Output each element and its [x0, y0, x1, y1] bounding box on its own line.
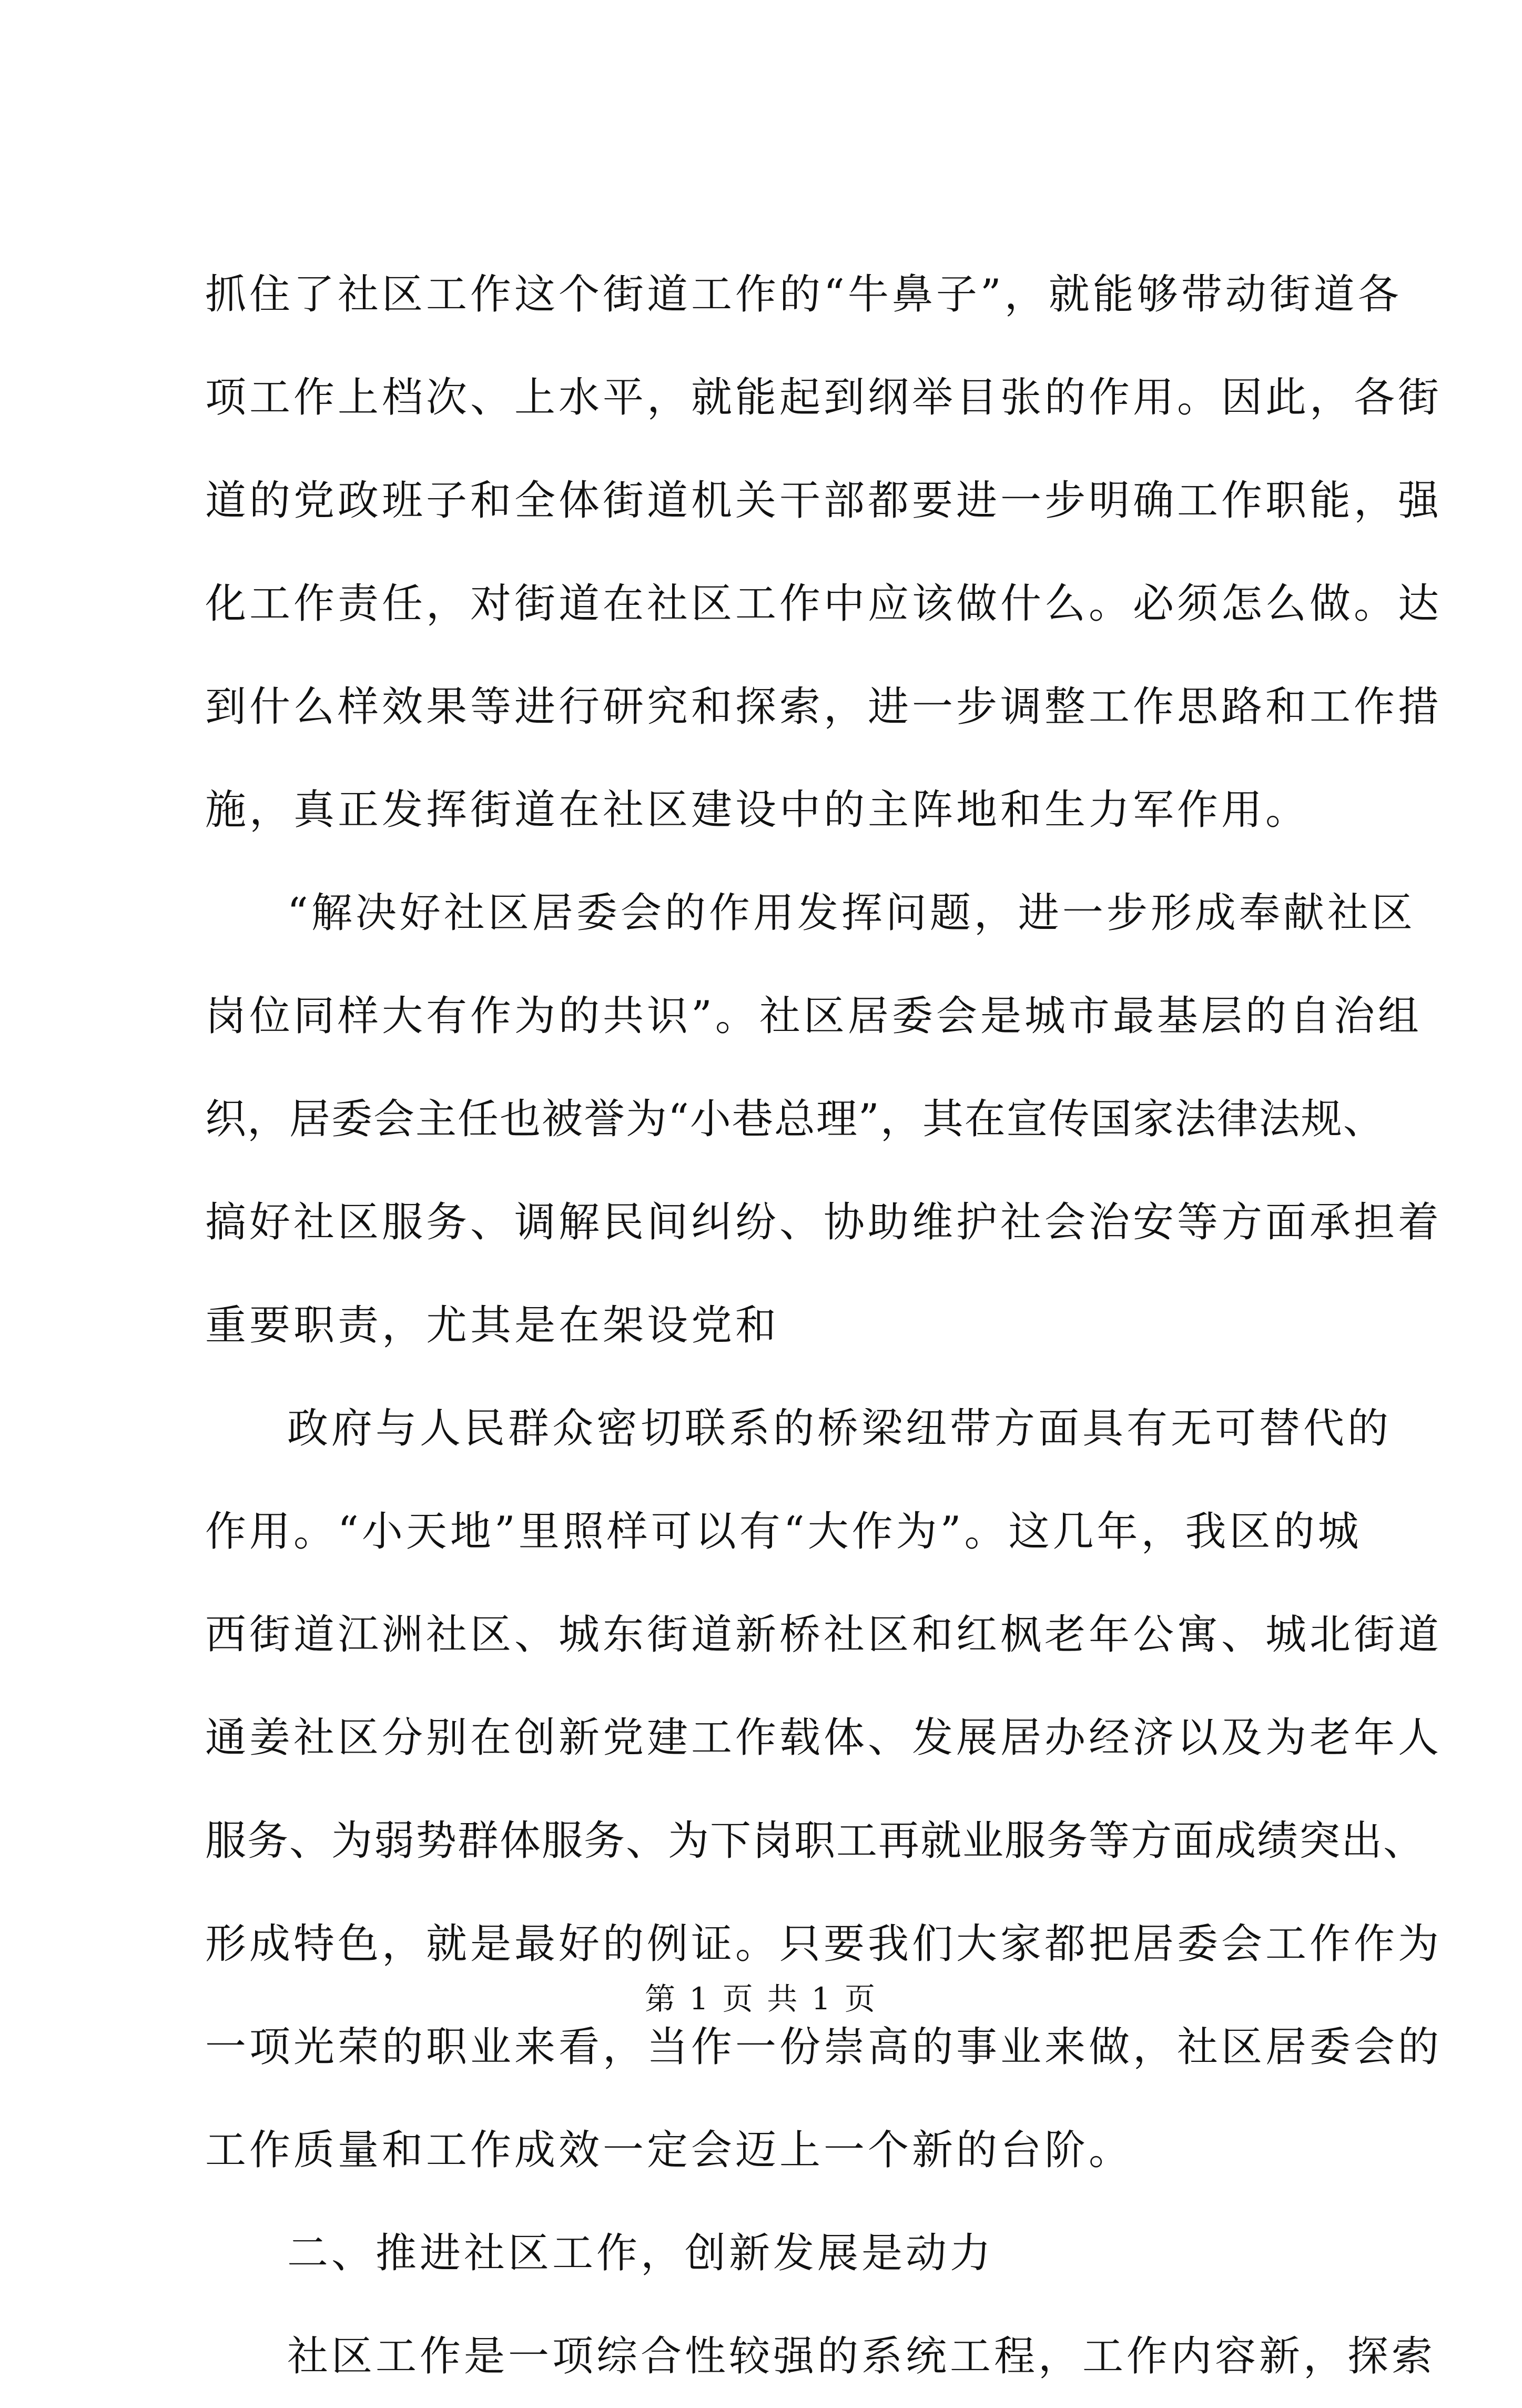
text-line: 岗位同样大有作为的共识”。社区居委会是城市最基层的自治组: [205, 993, 1422, 1040]
text-line: 形成特色，就是最好的例证。只要我们大家都把居委会工作作为: [205, 1920, 1443, 1968]
page-footer: 第 1 页 共 1 页: [645, 1981, 877, 2017]
paragraph-start-line: “解决好社区居委会的作用发挥问题，进一步形成奉献社区: [287, 889, 1416, 937]
text-line: 织，居委会主任也被誉为“小巷总理”，其在宣传国家法律法规、: [205, 1096, 1385, 1143]
paragraph-start-line: 社区工作是一项综合性较强的系统工程，工作内容新，探索: [287, 2333, 1436, 2380]
text-line: 服务、为弱势群体服务、为下岗职工再就业服务等方面成绩突出、: [205, 1817, 1426, 1865]
text-line: 重要职责，尤其是在架设党和: [205, 1302, 780, 1349]
text-line: 道的党政班子和全体街道机关干部都要进一步明确工作职能，强: [205, 477, 1443, 524]
section-heading: 二、推进社区工作，创新发展是动力: [287, 2230, 995, 2277]
text-line: 通姜社区分别在创新党建工作载体、发展居办经济以及为老年人: [205, 1714, 1443, 1762]
text-line: 工作质量和工作成效一定会迈上一个新的台阶。: [205, 2127, 1133, 2174]
text-line: 西街道江洲社区、城东街道新桥社区和红枫老年公寓、城北街道: [205, 1611, 1443, 1658]
text-line: 化工作责任，对街道在社区工作中应该做什么。必须怎么做。达: [205, 580, 1443, 628]
document-body: [205, 243, 1443, 2408]
text-line: 到什么样效果等进行研究和探索，进一步调整工作思路和工作措: [205, 683, 1443, 731]
text-line: 作用。“小天地”里照样可以有“大作为”。这几年，我区的城: [205, 1508, 1362, 1555]
text-line: 施，真正发挥街道在社区建设中的主阵地和生力军作用。: [205, 786, 1310, 834]
text-line: 一项光荣的职业来看，当作一份崇高的事业来做，社区居委会的: [205, 2023, 1443, 2071]
text-line: 项工作上档次、上水平，就能起到纲举目张的作用。因此，各街: [205, 374, 1443, 421]
text-line: 抓住了社区工作这个街道工作的“牛鼻子”，就能够带动街道各: [205, 271, 1402, 318]
text-line: 搞好社区服务、调解民间纠纷、协助维护社会治安等方面承担着: [205, 1199, 1443, 1246]
paragraph-start-line: 政府与人民群众密切联系的桥梁纽带方面具有无可替代的: [287, 1405, 1392, 1452]
